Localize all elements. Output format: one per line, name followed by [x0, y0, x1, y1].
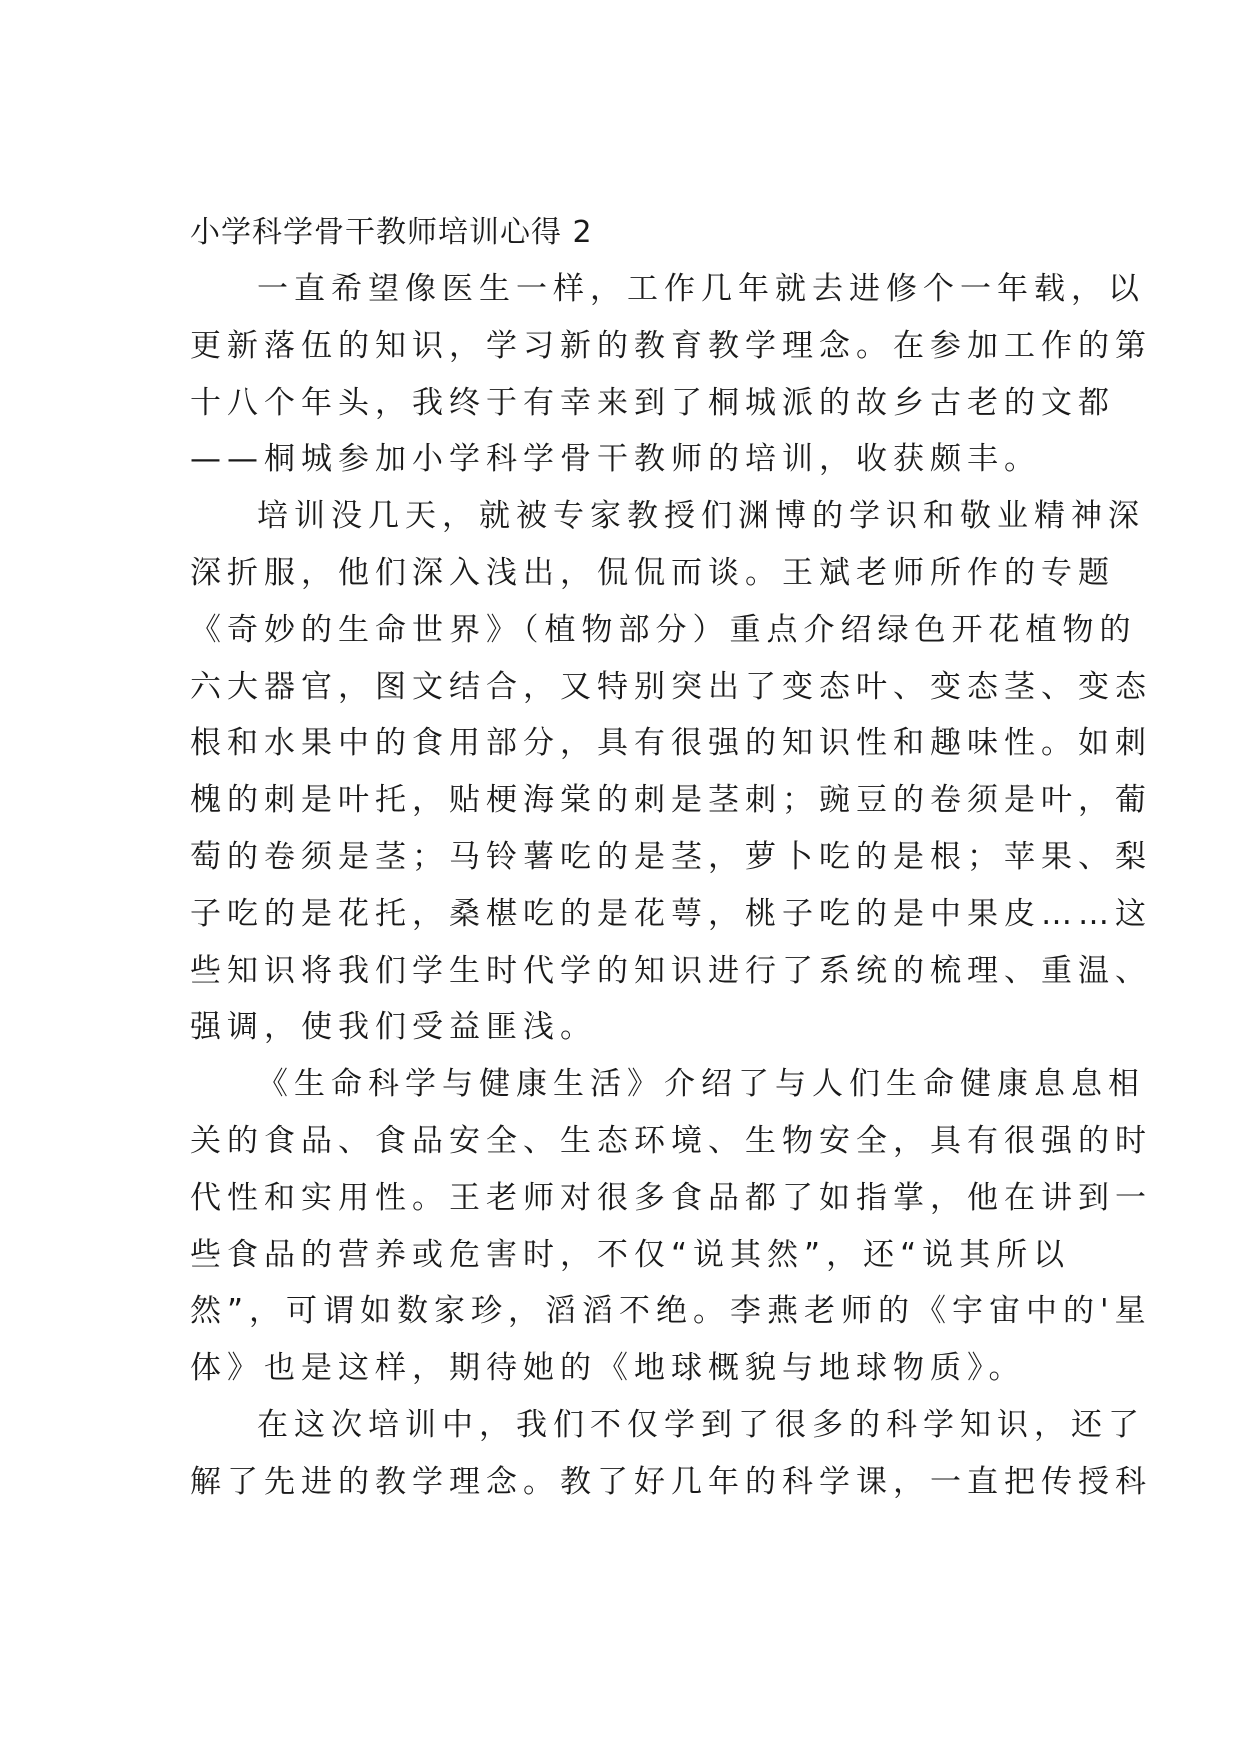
- document-body: [190, 205, 1152, 1511]
- paragraph-3: [190, 1056, 1152, 1397]
- text-line: 体》也是这样，期待她的《地球概貌与地球物质》。: [190, 1350, 1026, 1387]
- text-line: 《生命科学与健康生活》介绍了与人们生命健康息息相: [257, 1066, 1145, 1103]
- text-line: 培训没几天，就被专家教授们渊博的学识和敬业精神深: [257, 498, 1145, 535]
- text-line: 萄的卷须是茎；马铃薯吃的是茎，萝卜吃的是根；苹果、梨: [190, 838, 1152, 875]
- text-line: 些知识将我们学生时代学的知识进行了系统的梳理、重温、: [190, 952, 1152, 989]
- text-line: 一直希望像医生一样，工作几年就去进修个一年载，以: [257, 271, 1145, 307]
- text-line: 在这次培训中，我们不仅学到了很多的科学知识，还了: [257, 1406, 1145, 1443]
- text-line: 深折服，他们深入浅出，侃侃而谈。王斌老师所作的专题: [190, 554, 1115, 591]
- text-line: 《奇妙的生命世界》（植物部分）重点介绍绿色开花植物的: [190, 611, 1137, 648]
- text-line: 些食品的营养或危害时，不仅“说其然”，还“说其所以: [190, 1236, 1071, 1273]
- text-line: 解了先进的教学理念。教了好几年的科学课，一直把传授科: [190, 1463, 1152, 1500]
- document-title: 小学科学骨干教师培训心得 2: [190, 215, 593, 250]
- text-line: 六大器官，图文结合，又特别突出了变态叶、变态茎、变态: [190, 668, 1152, 705]
- text-line: 更新落伍的知识，学习新的教育教学理念。在参加工作的第: [190, 327, 1152, 364]
- text-line: 十八个年头，我终于有幸来到了桐城派的故乡古老的文都: [190, 384, 1115, 421]
- text-line: 槐的刺是叶托，贴梗海棠的刺是茎刺；豌豆的卷须是叶，葡: [190, 782, 1152, 819]
- paragraph-2: [190, 488, 1152, 1056]
- text-line: 关的食品、食品安全、生态环境、生物安全，具有很强的时: [190, 1122, 1152, 1159]
- paragraph-1: [190, 261, 1152, 488]
- paragraph-4: [190, 1397, 1152, 1511]
- text-line: ——桐城参加小学科学骨干教师的培训，收获颇丰。: [190, 441, 1041, 478]
- text-line: 子吃的是花托，桑椹吃的是花萼，桃子吃的是中果皮……这: [190, 895, 1152, 932]
- text-line: 强调，使我们受益匪浅。: [190, 1009, 597, 1046]
- text-line: 然”，可谓如数家珍，滔滔不绝。李燕老师的《宇宙中的'星: [190, 1293, 1152, 1330]
- text-line: 代性和实用性。王老师对很多食品都了如指掌，他在讲到一: [190, 1179, 1152, 1216]
- text-line: 根和水果中的食用部分，具有很强的知识性和趣味性。如刺: [190, 725, 1152, 762]
